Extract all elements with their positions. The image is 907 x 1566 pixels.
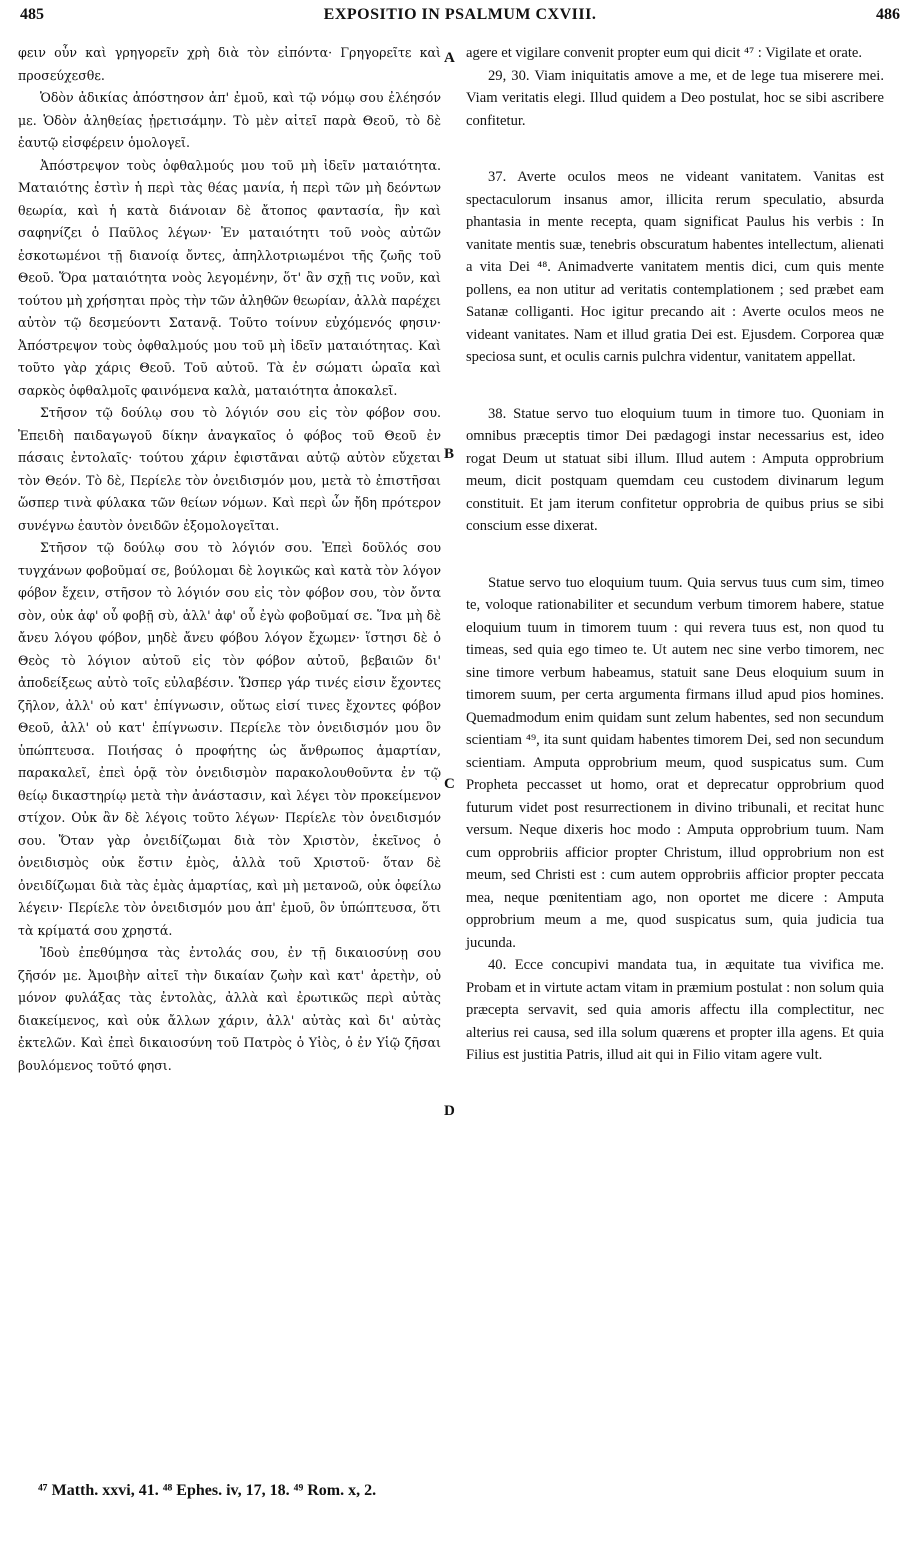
- margin-letter-c: C: [444, 776, 455, 792]
- latin-paragraph: Statue servo tuo eloquium tuum. Quia servus tuus cum sim, timeo te, voloque rationabiliter et secundum verbum timorem habere, statue eloquium tuum in timorem tuum : qui revera tuus est, non quod tu timeas, sed quia ego timeo te. Ut autem nec sine verbo timorem, nec sine timore verbum habeamus, statuit sane Deus eloquium suum in timorem suum, per certa argumenta firmans illud apud pios homines. Quemadmodum enim quidam sunt zelum habentes, sed non secundum scientiam ⁴⁹, ita sunt quidam habentes timorem Dei, sed non secundum scientiam. Amputa opprobrium meum, quod suspicatus sum. Cum Propheta peccasset ut homo, orat et deprecatur opprobrium quod futurum videt post resurrectionem in divino tribunali, et recitat hunc versum. Neque dixeris hoc modo : Amputa opprobrium tuum. Nam cum opprobriis afficior propter Christum, illud opprobrium non est meum, sed Christi est : cum autem opprobriis afficior propter peccata mea, neque pœnitentiam ago, non oportet me dicere : Amputa opprobrium meum a me, quod suspicatus sum, quia judicia tua jucunda.: [466, 574, 884, 951]
- greek-paragraph: φειν οὖν καὶ γρηγορεῖν χρὴ διὰ τὸν εἰπόντα· Γρηγορεῖτε καὶ προσεύχεσθε.: [18, 45, 441, 83]
- page-number-left: 485: [20, 6, 44, 23]
- margin-letter-a: A: [444, 50, 455, 66]
- greek-column: [18, 42, 441, 1077]
- margin-letter-d: D: [444, 1103, 455, 1119]
- latin-paragraph: 40. Ecce concupivi mandata tua, in æquitate tua vivifica me. Probam et in virtute actam vitam in præmium postulat : non solum quia præcepta servavit, sed quia amoris affectu illa complectitur, nec alterius rei causa, sed illa solum quærens et propter illa agens. Et quia Filius est justitia Patris, illud ait qui in Filio vitam agere vult.: [466, 957, 884, 1063]
- latin-paragraph: 38. Statue servo tuo eloquium tuum in timore tuo. Quoniam in omnibus præceptis timor Dei pædagogi instar necessarius est, ideo rogat Deum ut statuat sibi illum. Illud autem : Amputa opprobrium meum, dicit postquam quemdam ceu custodem divinarum legum constituit. Et jam iterum confitetur opprobria de quibus prius se sibi conscium esse dixerat.: [466, 405, 884, 534]
- running-title: EXPOSITIO IN PSALMUM CXVIII.: [323, 6, 597, 23]
- greek-paragraph: Στῆσον τῷ δούλῳ σου τὸ λόγιόν σου. Ἐπεὶ δοῦλός σου τυγχάνων φοβοῦμαί σε, βούλομαι δὲ λογικῶς καὶ κατὰ τὸν λόγον φόβον ἔχειν, στῆσον τὸ λόγιόν σου εἰς τὸν φόβον σου, τὸν ὄντα σὸν, οὐκ ἀφ' οὗ φοβῇ σὺ, ἀλλ' ἀφ' οὗ ἐγὼ φοβοῦμαί σε. Ἵνα μὴ δὲ ἄνευ λόγου φόβον, μηδὲ ἄνευ φόβου λόγον ἔχωμεν· ἵστησι δὲ ὁ Θεὸς τὸ λόγιον αὐτοῦ εἰς τὸν φόβον αὐτοῦ, βεβαιῶν δι' ἀποδείξεως αὐτὸ τοῖς εὐλαβέσιν. Ὥσπερ γάρ τινές εἰσιν ἔχοντες ζῆλον, ἀλλ' οὐ κατ' ἐπίγνωσιν, οὕτως εἰσί τινες ἔχοντες φόβον Θεοῦ, ἀλλ' οὐ κατ' ἐπίγνωσιν. Περίελε τὸν ὀνειδισμόν μου ὃν ὑπώπτευσα. Ποιήσας ὁ προφήτης ὡς ἄνθρωπος ἁμαρτίαν, παρακαλεῖ, ἐπεὶ ὁρᾷ τὸν ὀνειδισμὸν παρακολουθοῦντα ἐν τῷ θείῳ δικαστηρίῳ μετὰ τὴν ἀνάστασιν, καὶ λέγει τὸν προκείμενον στίχον. Οὐκ ἂν δὲ λέγοις τοῦτο λέγων· Περίελε τὸν ὀνειδισμόν σου. Ὅταν γὰρ ὀνειδίζωμαι διὰ τὸν Χριστὸν, ἐκεῖνος ὁ ὀνειδισμὸς οὐκ ἔστιν ἐμὸς, ἀλλὰ τοῦ Χριστοῦ· ὅταν δὲ ὀνειδίζωμαι διὰ τὰς ἐμὰς ἁμαρτίας, καὶ μὴ μετανοῶ, οὐκ ὀφείλω λέγειν· Περίελε τὸν ὀνειδισμόν μου ἀπ' ἐμοῦ, ὃν ὑπώπτευσα, ὅτι τὰ κρίματά σου χρηστά.: [18, 540, 441, 938]
- footnotes: ⁴⁷ Matth. xxvi, 41. ⁴⁸ Ephes. iv, 17, 18. ⁴⁹ Rom. x, 2.: [38, 1482, 377, 1499]
- page-header: [20, 6, 900, 28]
- latin-column: [466, 42, 884, 1067]
- latin-paragraph: agere et vigilare convenit propter eum qui dicit ⁴⁷ : Vigilate et orate.: [466, 45, 863, 61]
- greek-paragraph: Ἰδοὺ ἐπεθύμησα τὰς ἐντολάς σου, ἐν τῇ δικαιοσύνῃ σου ζῆσόν με. Ἀμοιβὴν αἰτεῖ τὴν δικαίαν ζωὴν καὶ κατ' ἀρετὴν, οὐ μόνον φυλάξας τὰς ἐντολὰς, ἀλλὰ καὶ ἐρωτικῶς περὶ αὐτὰς διακείμενος, καὶ οὐκ ἄλλων χάριν, ἀλλ' αὐτὰς καὶ δι' αὐτὰς ἐκτελῶν. Καὶ ἐπεὶ δικαιοσύνη τοῦ Πατρὸς ὁ Υἱὸς, ὁ ἐν Υἱῷ ζῆσαι βουλόμενος τοῦτό φησι.: [18, 945, 441, 1073]
- latin-paragraph: 29, 30. Viam iniquitatis amove a me, et de lege tua miserere mei. Viam veritatis elegi. Illud quidem a Deo postulat, hoc se sibi ascribere confitetur.: [466, 67, 884, 129]
- page-number-right: 486: [876, 6, 900, 23]
- margin-letter-b: B: [444, 446, 455, 462]
- greek-paragraph: Στῆσον τῷ δούλῳ σου τὸ λόγιόν σου εἰς τὸν φόβον σου. Ἐπειδὴ παιδαγωγοῦ δίκην ἀναγκαῖος ὁ φόβος τοῦ Θεοῦ ἐν πάσαις ἐντολαῖς· τούτου χάριν ἐφιστᾶναι αὐτῷ αὐτὸν εὔχεται τὸν Θεόν. Τὸ δὲ, Περίελε τὸν ὀνειδισμόν μου, μετὰ τὸ ἐπιστῆσαι ὥσπερ τινὰ φύλακα τῶν θείων νόμων. Καὶ περὶ ὧν ἤδη πρότερον συνέγνω ἑαυτὸν ὀνειδῶν ἐξομολογεῖται.: [18, 405, 441, 533]
- greek-paragraph: Ὁδὸν ἀδικίας ἀπόστησον ἀπ' ἐμοῦ, καὶ τῷ νόμῳ σου ἐλέησόν με. Ὁδὸν ἀληθείας ᾑρετισάμην. Τὸ μὲν αἰτεῖ παρὰ Θεοῦ, τὸ δὲ ἑαυτῷ εἰσφέρειν ὁμολογεῖ.: [18, 90, 441, 150]
- greek-paragraph: Ἀπόστρεψον τοὺς ὀφθαλμούς μου τοῦ μὴ ἰδεῖν ματαιότητα. Ματαιότης ἐστὶν ἡ περὶ τὰς θέας μανία, ἡ περὶ τῶν μὴ δεόντων θεωρία, καὶ ἡ κατὰ διάνοιαν δὲ ἄτοπος φαντασία, ἣν καὶ σαφηνίζει ὁ Παῦλος λέγων· Ἐν ματαιότητι τοῦ νοὸς αὐτῶν ἐσκοτωμένοι τῇ διανοίᾳ ὄντες, ἀπηλλοτριωμένοι τῆς ζωῆς τοῦ Θεοῦ. Ὅρα ματαιότητα νοὸς λεγομένην, ὅτ' ἂν σχῇ τις νοῦν, καὶ τούτου μὴ χρήσηται πρὸς τὴν τῶν ἀληθῶν θεωρίαν, ἀλλὰ παρέχει αὐτὸν τῷ δεσμεύοντι Σατανᾷ. Τοῦτο τοίνυν εὐχόμενός φησιν· Ἀπόστρεψον τοὺς ὀφθαλμούς μου τοῦ μὴ ἰδεῖν ματαιότητας. Καὶ τοῦτο γὰρ χάρις Θεοῦ. Τοῦ αὐτοῦ. Τὰ ἐν σώματι ὡραῖα καὶ σαρκὸς ὀφθαλμοῖς φαινόμενα καλὰ, ματαιότητα ἀποκαλεῖ.: [18, 157, 441, 398]
- latin-paragraph: 37. Averte oculos meos ne videant vanitatem. Vanitas est spectaculorum insanus amor, illicita rerum speculatio, absurda phantasia in mente recepta, quam significat Paulus his verbis : In vanitate mentis suæ, tenebris obscuratum habentes intellectum, alienati a vita Dei ⁴⁸. Animadverte vanitatem mentis dici, cum quis mente pollens, ea non utitur ad veritatis contemplationem ; sed præbet eam Satanæ colliganti. Hoc igitur precando ait : Averte oculos meos ne videant vanitates. Nam et illud gratia Dei est. Ejusdem. Corporea quæ speciosa sunt, et oculis carnis pulchra videntur, vanitatem appellat.: [466, 169, 884, 365]
